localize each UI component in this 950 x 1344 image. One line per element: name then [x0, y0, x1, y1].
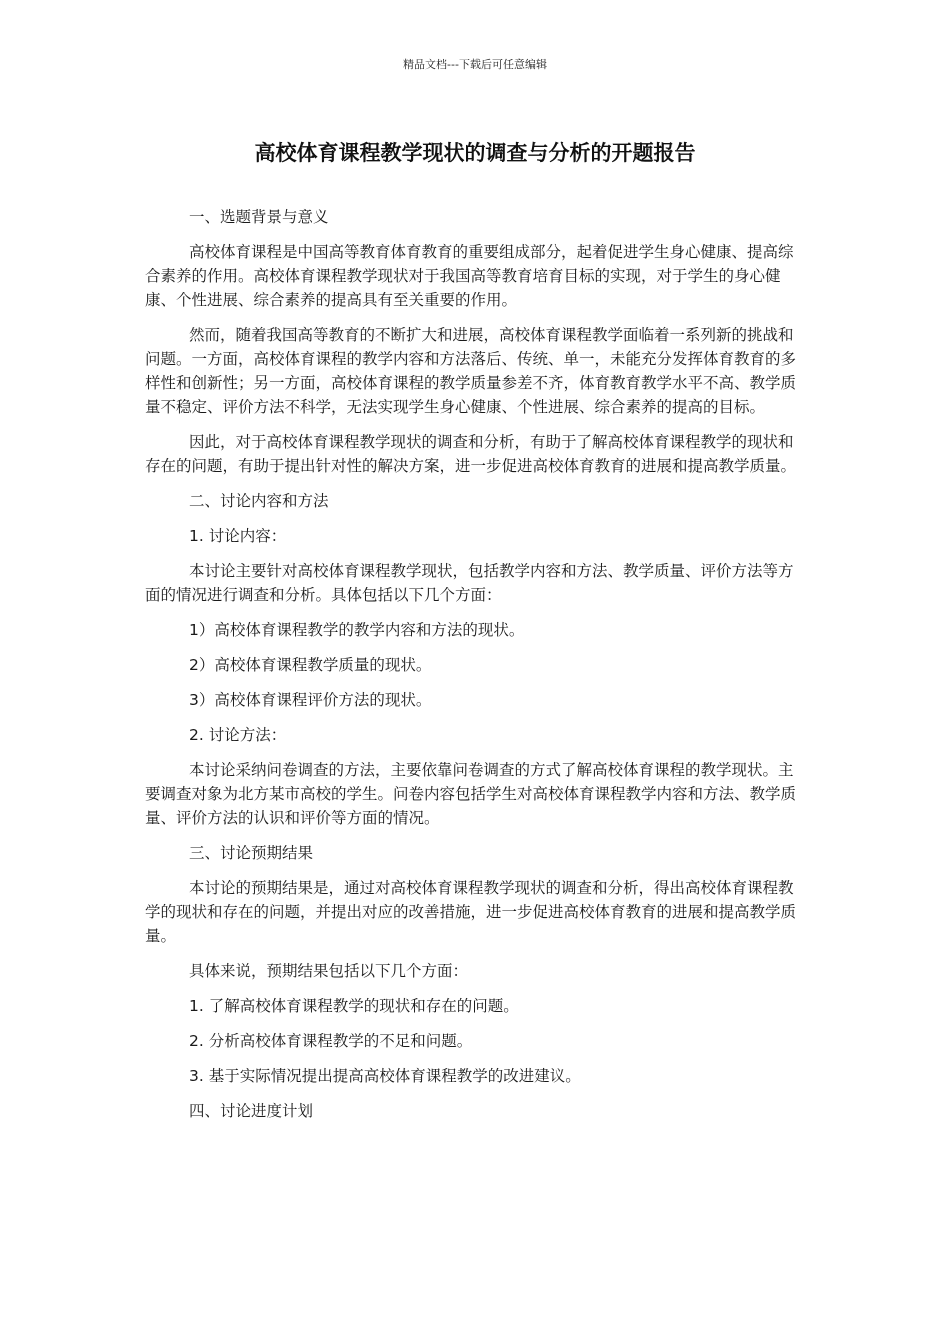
list-item-content-2: 2）高校体育课程教学质量的现状。 [189, 656, 432, 674]
list-item-result-3: 3. 基于实际情况提出提高高校体育课程教学的改进建议。 [189, 1067, 581, 1085]
subheading-method: 2. 讨论方法： [189, 726, 287, 744]
paragraph-content: 本讨论主要针对高校体育课程教学现状，包括教学内容和方法、教学质量、评价方法等方面的情况进行调查和分析。具体包括以下几个方面： [145, 562, 794, 604]
section-heading-methods: 二、讨论内容和方法 [189, 492, 329, 510]
section-heading-expected-results: 三、讨论预期结果 [189, 844, 314, 862]
paragraph-background-3: 因此，对于高校体育课程教学现状的调查和分析，有助于了解高校体育课程教学的现状和存在的问题，有助于提出针对性的解决方案，进一步促进高校体育教育的进展和提高教学质量。 [145, 433, 797, 475]
paragraph-expected-results: 本讨论的预期结果是，通过对高校体育课程教学现状的调查和分析，得出高校体育课程教学的现状和存在的问题，并提出对应的改善措施，进一步促进高校体育教育的进展和提高教学质量。 [145, 879, 797, 945]
paragraph-method: 本讨论采纳问卷调查的方法，主要依靠问卷调查的方式了解高校体育课程的教学现状。主要调查对象为北方某市高校的学生。问卷内容包括学生对高校体育课程教学内容和方法、教学质量、评价方法的认识和评价等方面的情况。 [145, 761, 797, 827]
paragraph-background-1: 高校体育课程是中国高等教育体育教育的重要组成部分，起着促进学生身心健康、提高综合素养的作用。高校体育课程教学现状对于我国高等教育培育目标的实现，对于学生的身心健康、个性进展、综合素养的提高具有至关重要的作用。 [145, 243, 794, 309]
page-header: 精品文档---下载后可任意编辑 [403, 58, 547, 71]
section-heading-background: 一、选题背景与意义 [189, 208, 329, 226]
list-item-result-1: 1. 了解高校体育课程教学的现状和存在的问题。 [189, 997, 519, 1015]
list-item-result-2: 2. 分析高校体育课程教学的不足和问题。 [189, 1032, 473, 1050]
document-title: 高校体育课程教学现状的调查与分析的开题报告 [254, 141, 696, 165]
subheading-content: 1. 讨论内容： [189, 527, 287, 545]
list-item-content-1: 1）高校体育课程教学的教学内容和方法的现状。 [189, 621, 525, 639]
paragraph-expected-intro: 具体来说，预期结果包括以下几个方面： [189, 962, 469, 980]
list-item-content-3: 3）高校体育课程评价方法的现状。 [189, 691, 432, 709]
paragraph-background-2: 然而，随着我国高等教育的不断扩大和进展，高校体育课程教学面临着一系列新的挑战和问题。一方面，高校体育课程的教学内容和方法落后、传统、单一，未能充分发挥体育教育的多样性和创新性；另一方面，高校体育课程的教学质量参差不齐，体育教育教学水平不高、教学质量不稳定、评价方法不科学，无法实现学生身心健康、个性进展、综合素养的提高的目标。 [145, 326, 797, 416]
document-body [145, 205, 807, 1134]
section-heading-schedule: 四、讨论进度计划 [189, 1102, 314, 1120]
